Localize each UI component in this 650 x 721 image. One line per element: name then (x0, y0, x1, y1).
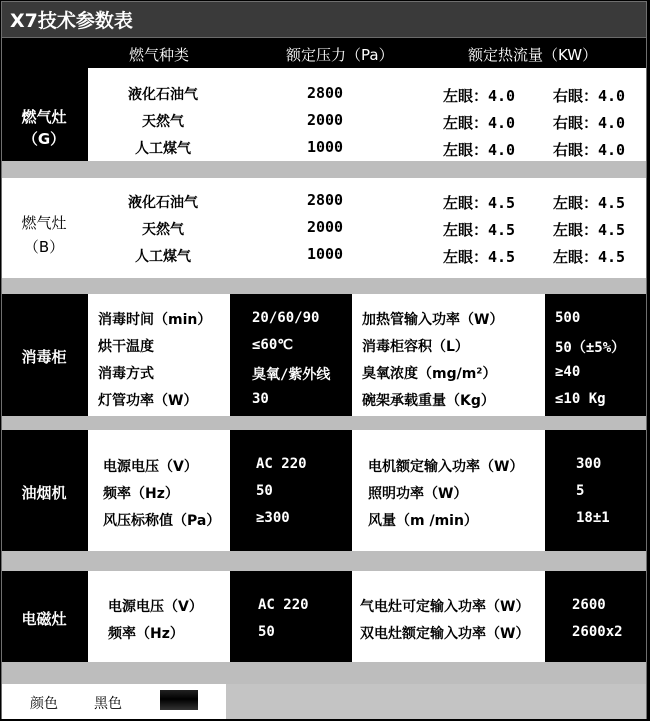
gas-g-type-3: 人工煤气 (135, 141, 191, 157)
section-divider (2, 278, 646, 294)
induction-name: 电磁灶 (21, 610, 67, 628)
gas-b-pressure-2: 2000 (306, 218, 344, 236)
disinfect-value2-4: ≤10 Kg (555, 391, 606, 407)
header-pressure: 额定压力（Pa） (286, 46, 394, 64)
gas-b-type-2: 天然气 (142, 222, 184, 238)
gas-b-code: （B） (23, 238, 65, 256)
hood-value-2: 50 (256, 483, 273, 499)
gas-g-right-3: 右眼：4.0 (553, 141, 626, 159)
gas-g-type-2: 天然气 (142, 114, 184, 130)
gas-b-type-3: 人工煤气 (135, 249, 191, 265)
induction-label-panel (88, 571, 230, 662)
hood-value2-1: 300 (576, 456, 602, 472)
induction-value2-2: 2600x2 (572, 624, 623, 640)
color-label: 颜色 (30, 696, 58, 712)
hood-value2-3: 18±1 (576, 510, 610, 526)
gas-g-name: 燃气灶 (21, 108, 67, 126)
gas-b-type-1: 液化石油气 (128, 195, 198, 211)
gas-b-pressure-1: 2800 (306, 191, 344, 209)
disinfect-label-2: 烘干温度 (98, 339, 154, 355)
induction-value-2: 50 (258, 624, 275, 640)
gas-b-left-2: 左眼：4.5 (443, 221, 516, 239)
disinfect-value-4: 30 (252, 391, 269, 407)
gas-b-name: 燃气灶 (21, 214, 67, 232)
gas-g-left-2: 左眼：4.0 (443, 114, 516, 132)
gas-g-left-1: 左眼：4.0 (443, 87, 516, 105)
disinfect-value-2: ≤60℃ (252, 337, 294, 353)
disinfect-value2-1: 500 (555, 310, 581, 326)
hood-label-2: 频率（Hz） (103, 486, 179, 502)
gas-b-right-3: 左眼：4.5 (553, 248, 626, 266)
disinfect-name: 消毒柜 (21, 348, 67, 366)
induction-value-1: AC 220 (258, 597, 309, 613)
disinfect-label2-1: 加热管输入功率（W） (362, 312, 504, 328)
disinfect-value2-3: ≥40 (555, 364, 581, 380)
gas-g-pressure-1: 2800 (306, 84, 344, 102)
gas-b-pressure-3: 1000 (306, 245, 344, 263)
hood-label2-1: 电机额定输入功率（W） (368, 459, 524, 475)
gas-b-left-3: 左眼：4.5 (443, 248, 516, 266)
induction-value2-1: 2600 (572, 597, 606, 613)
disinfect-value2-2: 50（±5%） (555, 340, 626, 356)
induction-label2-2: 双电灶额定输入功率（W） (360, 626, 530, 642)
header-heat-flow: 额定热流量（KW） (468, 46, 598, 64)
gas-b-right-1: 左眼：4.5 (553, 194, 626, 212)
section-divider (2, 161, 646, 178)
hood-label2-2: 照明功率（W） (368, 486, 468, 502)
induction-label2-1: 气电灶可定输入功率（W） (360, 599, 530, 615)
hood-label-1: 电源电压（V） (103, 459, 198, 475)
header-gas-type: 燃气种类 (129, 46, 190, 64)
section-divider (2, 416, 646, 430)
section-divider (2, 551, 646, 571)
color-swatch (160, 690, 198, 710)
induction-label-2: 频率（Hz） (108, 626, 184, 642)
disinfect-label-4: 灯管功率（W） (98, 393, 198, 409)
hood-label-3: 风压标称值（Pa） (103, 513, 221, 529)
gas-g-left-3: 左眼：4.0 (443, 141, 516, 159)
gas-b-left-1: 左眼：4.5 (443, 194, 516, 212)
section-divider (2, 662, 646, 684)
hood-label2-3: 风量（m /min） (368, 513, 478, 529)
disinfect-label-3: 消毒方式 (98, 366, 154, 382)
gas-g-pressure-3: 1000 (306, 138, 344, 156)
gas-g-right-2: 右眼：4.0 (553, 114, 626, 132)
gas-g-type-1: 液化石油气 (128, 87, 198, 103)
induction-label-1: 电源电压（V） (108, 599, 203, 615)
hood-value-1: AC 220 (256, 456, 307, 472)
induction-label2-panel (352, 571, 545, 662)
disinfect-label2-4: 碗架承载重量（Kg） (362, 393, 495, 409)
hood-value2-2: 5 (576, 483, 585, 499)
gas-b-right-2: 左眼：4.5 (553, 221, 626, 239)
hood-name: 油烟机 (21, 484, 67, 502)
disinfect-label2-3: 臭氧浓度（mg/m²） (362, 366, 497, 382)
gas-g-code: （G） (22, 130, 66, 148)
hood-value-3: ≥300 (256, 510, 290, 526)
disinfect-value-3: 臭氧/紫外线 (252, 367, 331, 383)
color-blank (226, 684, 646, 719)
disinfect-label2-2: 消毒柜容积（L） (362, 339, 469, 355)
disinfect-label-1: 消毒时间（min） (98, 312, 212, 328)
disinfect-value-1: 20/60/90 (252, 310, 320, 326)
page-title: X7技术参数表 (10, 10, 133, 32)
color-value: 黑色 (94, 696, 122, 712)
gas-g-right-1: 右眼：4.0 (553, 87, 626, 105)
gas-g-pressure-2: 2000 (306, 111, 344, 129)
